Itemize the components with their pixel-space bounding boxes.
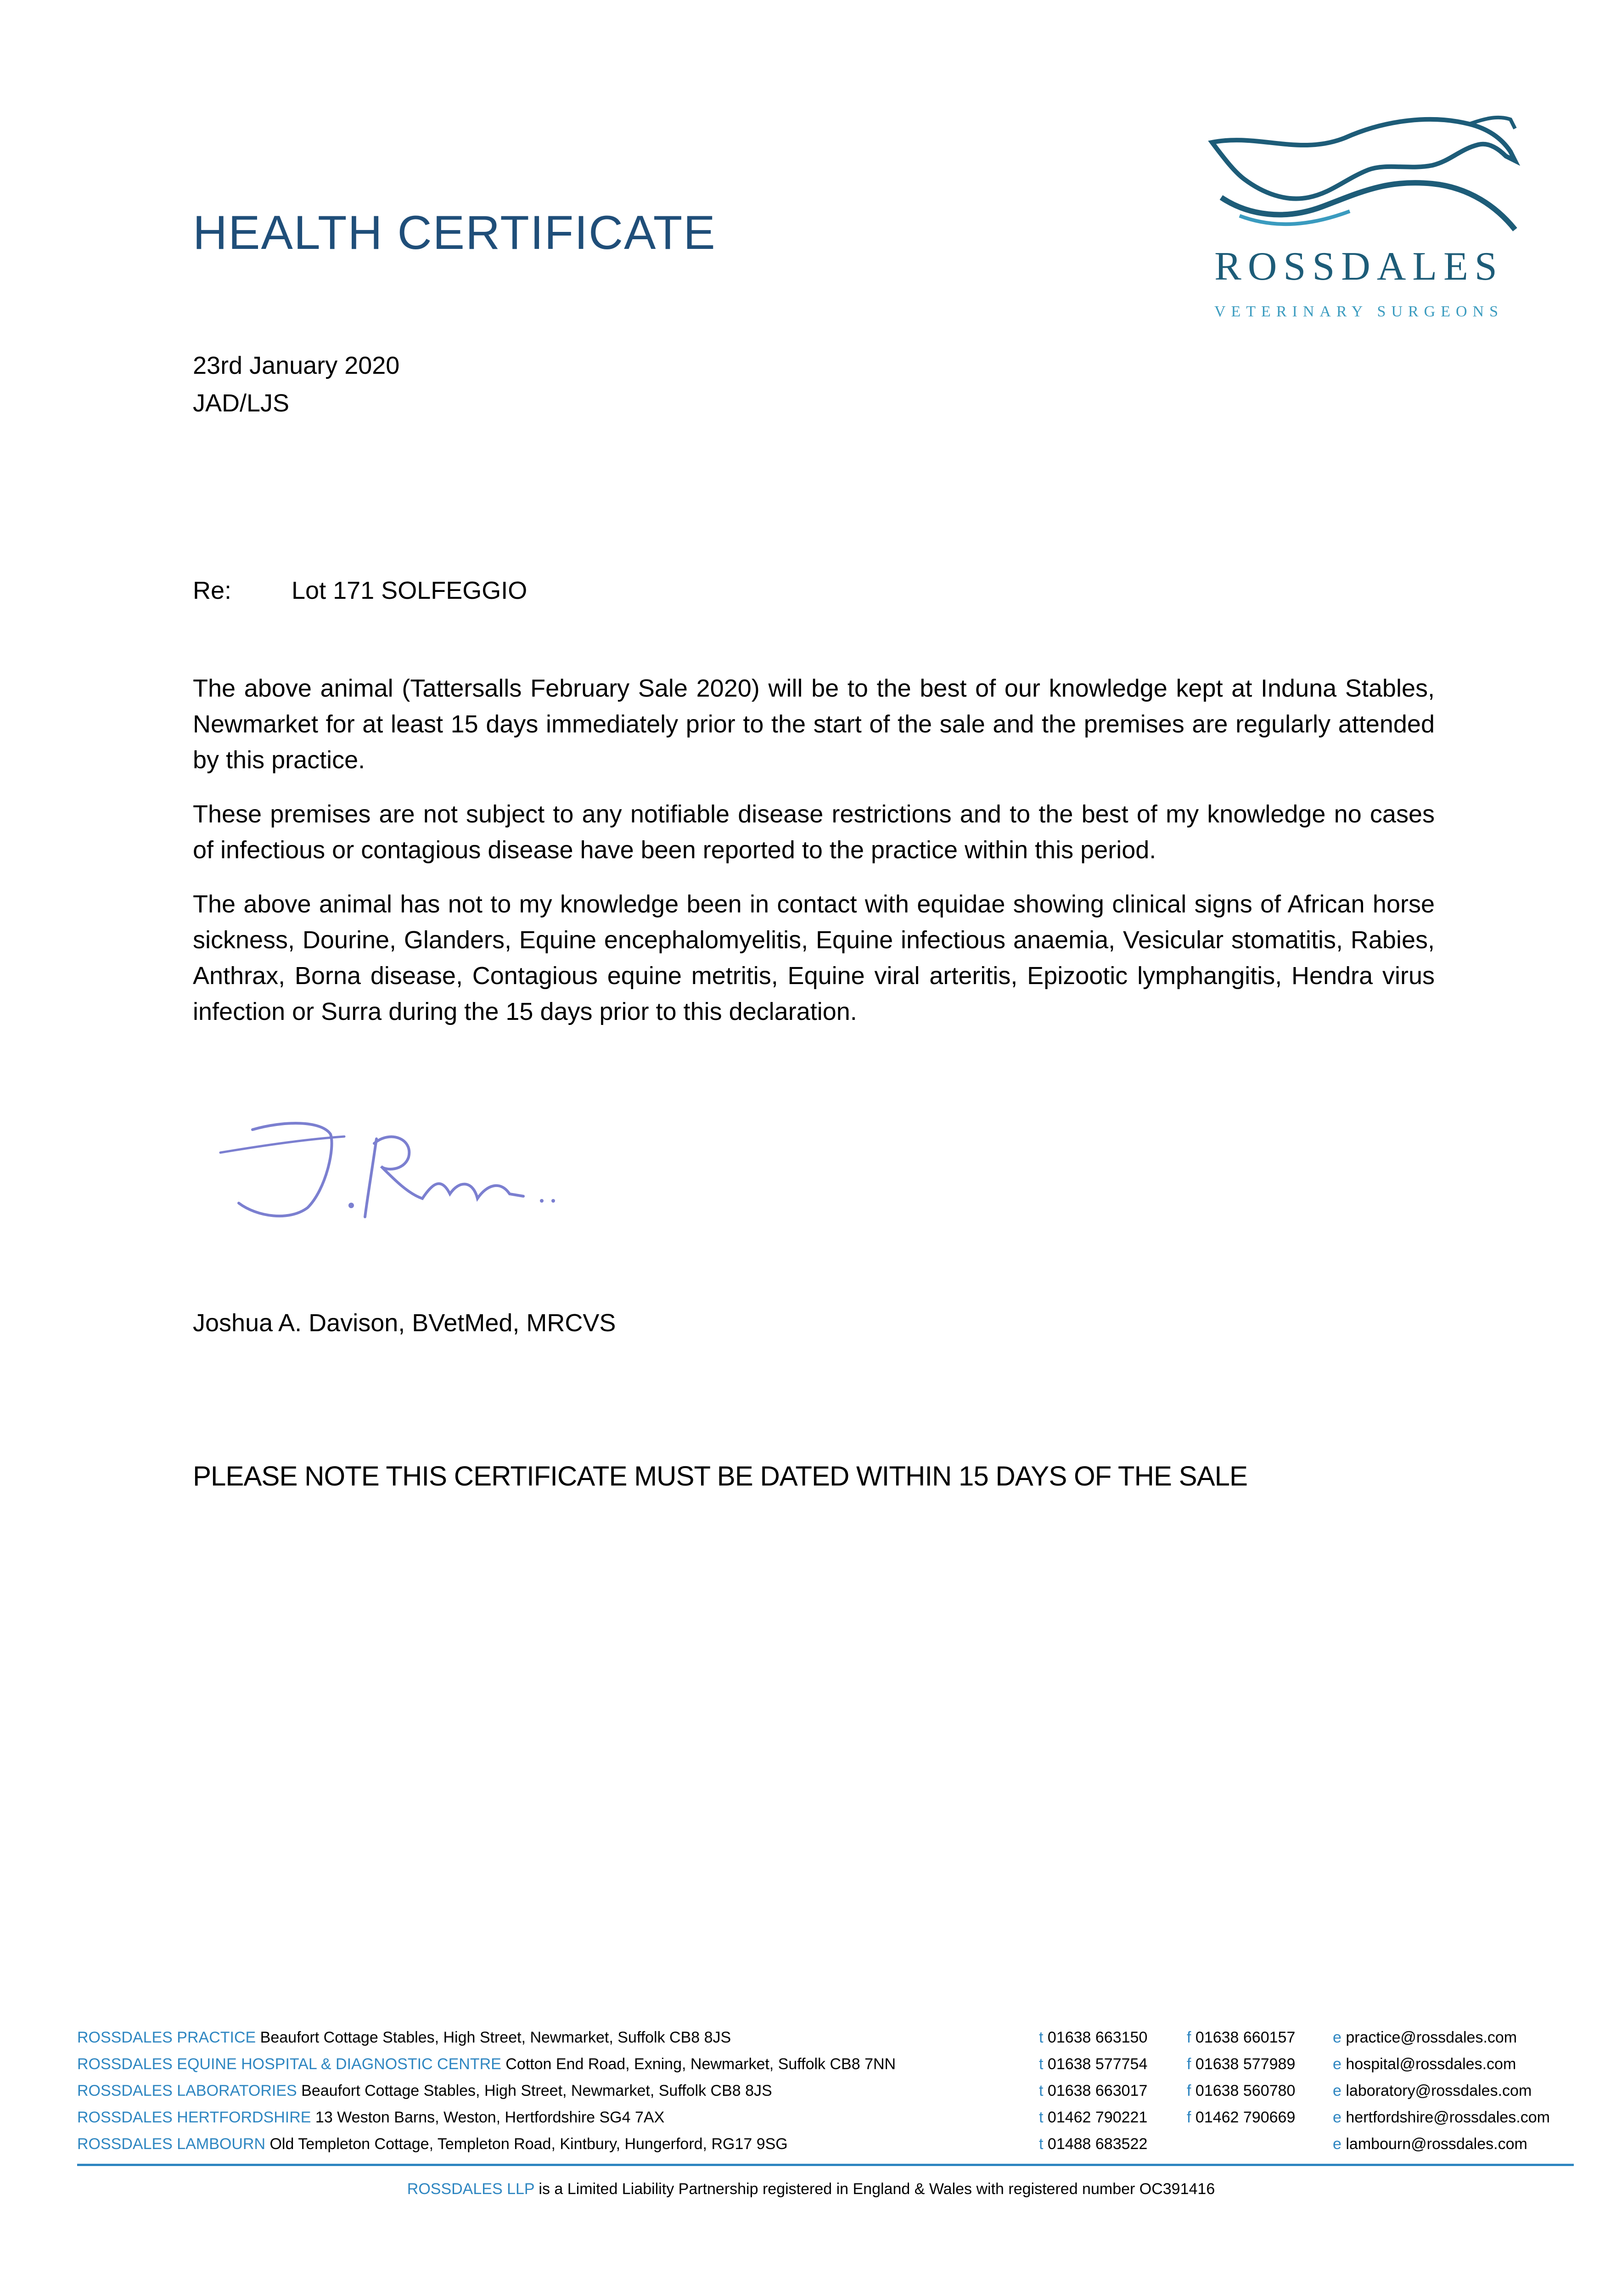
rossdales-logo: [1194, 106, 1524, 335]
footer-row: [77, 2109, 1574, 2135]
location-fax-entry: [1187, 2029, 1295, 2047]
fax-prefix: f: [1187, 2055, 1191, 2073]
location-email[interactable]: lambourn@rossdales.com: [1346, 2135, 1527, 2153]
signatory-name: Joshua A. Davison, BVetMed, MRCVS: [193, 1309, 616, 1337]
location-fax: 01638 577989: [1195, 2055, 1296, 2073]
location-fax: 01638 660157: [1195, 2029, 1296, 2046]
location-address: 13 Weston Barns, Weston, Hertfordshire SG4 7AX: [315, 2109, 665, 2126]
location-email-entry: [1333, 2109, 1550, 2127]
location-phone: 01638 663017: [1047, 2082, 1148, 2099]
location-entry: [77, 2055, 896, 2073]
email-prefix: e: [1333, 2055, 1341, 2073]
legal-text: is a Limited Liability Partnership registered in England & Wales with registered number OC391416: [539, 2180, 1215, 2198]
body-paragraph: The above animal has not to my knowledge been in contact with equidae showing clinical signs of African horse sickness, Dourine, Glanders, Equine encephalomyelitis, Equine infectious anaemia, Vesicular stomatitis, Rabies, Anthrax, Borna disease, Contagious equine metritis, Equine viral arteritis, Epizootic lymphangitis, Hendra virus infection or Surra during the 15 days prior to this declaration.: [193, 890, 1435, 1025]
horse-logo-icon: [1194, 106, 1524, 239]
page-title: HEALTH CERTIFICATE: [193, 206, 716, 259]
location-name: ROSSDALES HERTFORDSHIRE: [77, 2109, 311, 2126]
location-entry: [77, 2135, 788, 2153]
location-email-entry: [1333, 2029, 1517, 2047]
legal-notice: [0, 2180, 1622, 2198]
footer-row: [77, 2055, 1574, 2082]
location-address: Old Templeton Cottage, Templeton Road, Kintbury, Hungerford, RG17 9SG: [269, 2135, 788, 2153]
location-name: ROSSDALES PRACTICE: [77, 2029, 256, 2046]
phone-prefix: t: [1039, 2109, 1044, 2126]
location-fax: 01638 560780: [1195, 2082, 1296, 2099]
location-email[interactable]: practice@rossdales.com: [1346, 2029, 1517, 2046]
location-phone-entry: [1039, 2109, 1147, 2127]
fax-prefix: f: [1187, 2109, 1191, 2126]
location-fax-entry: [1187, 2109, 1295, 2127]
fax-prefix: f: [1187, 2082, 1191, 2099]
location-email[interactable]: hospital@rossdales.com: [1346, 2055, 1516, 2073]
location-fax: 01462 790669: [1195, 2109, 1296, 2126]
location-phone-entry: [1039, 2029, 1147, 2047]
email-prefix: e: [1333, 2109, 1341, 2126]
phone-prefix: t: [1039, 2135, 1044, 2153]
fax-prefix: f: [1187, 2029, 1191, 2046]
signature-image: [193, 1102, 583, 1235]
legal-company-name: ROSSDALES LLP: [407, 2180, 534, 2198]
location-entry: [77, 2082, 772, 2100]
location-email-entry: [1333, 2135, 1527, 2153]
location-phone: 01638 663150: [1047, 2029, 1148, 2046]
footer-row: [77, 2135, 1574, 2162]
email-prefix: e: [1333, 2029, 1341, 2046]
letter-date: 23rd January 2020: [193, 352, 400, 379]
location-name: ROSSDALES LAMBOURN: [77, 2135, 265, 2153]
location-phone-entry: [1039, 2055, 1147, 2073]
certificate-body: [193, 670, 1435, 1048]
subject-value: Lot 171 SOLFEGGIO: [292, 577, 528, 604]
phone-prefix: t: [1039, 2055, 1044, 2073]
logo-subtitle: VETERINARY SURGEONS: [1214, 303, 1504, 320]
footer-divider: [77, 2164, 1574, 2166]
location-phone: 01488 683522: [1047, 2135, 1148, 2153]
email-prefix: e: [1333, 2135, 1341, 2153]
letter-ref-code: JAD/LJS: [193, 389, 290, 417]
location-fax-entry: [1187, 2082, 1295, 2100]
location-email-entry: [1333, 2055, 1516, 2073]
location-address: Beaufort Cottage Stables, High Street, Newmarket, Suffolk CB8 8JS: [301, 2082, 772, 2099]
email-prefix: e: [1333, 2082, 1341, 2099]
location-phone-entry: [1039, 2082, 1147, 2100]
location-phone-entry: [1039, 2135, 1147, 2153]
location-address: Beaufort Cottage Stables, High Street, Newmarket, Suffolk CB8 8JS: [260, 2029, 731, 2046]
location-phone: 01638 577754: [1047, 2055, 1148, 2073]
location-name: ROSSDALES LABORATORIES: [77, 2082, 297, 2099]
footer-row: [77, 2029, 1574, 2055]
subject-label: Re:: [193, 577, 232, 604]
footer-row: [77, 2082, 1574, 2109]
location-name: ROSSDALES EQUINE HOSPITAL & DIAGNOSTIC CENTRE: [77, 2055, 501, 2073]
body-paragraph: These premises are not subject to any notifiable disease restrictions and to the best of my knowledge no cases of infectious or contagious disease have been reported to the practice within this period.: [193, 800, 1435, 864]
phone-prefix: t: [1039, 2082, 1044, 2099]
location-address: Cotton End Road, Exning, Newmarket, Suffolk CB8 7NN: [505, 2055, 896, 2073]
location-email-entry: [1333, 2082, 1532, 2100]
dating-notice: PLEASE NOTE THIS CERTIFICATE MUST BE DATED WITHIN 15 DAYS OF THE SALE: [193, 1461, 1248, 1491]
location-entry: [77, 2109, 664, 2127]
location-phone: 01462 790221: [1047, 2109, 1148, 2126]
subject-line: [193, 576, 528, 605]
location-entry: [77, 2029, 731, 2047]
footer-locations: [77, 2029, 1574, 2162]
logo-wordmark: ROSSDALES: [1214, 244, 1504, 289]
location-email[interactable]: laboratory@rossdales.com: [1346, 2082, 1532, 2099]
body-paragraph: The above animal (Tattersalls February Sale 2020) will be to the best of our knowledge kept at Induna Stables, Newmarket for at least 15 days immediately prior to the start of the sale and the premises are regularly attended by this practice.: [193, 675, 1435, 774]
location-fax-entry: [1187, 2055, 1295, 2073]
location-email[interactable]: hertfordshire@rossdales.com: [1346, 2109, 1550, 2126]
phone-prefix: t: [1039, 2029, 1044, 2046]
letter-reference: [193, 347, 399, 422]
